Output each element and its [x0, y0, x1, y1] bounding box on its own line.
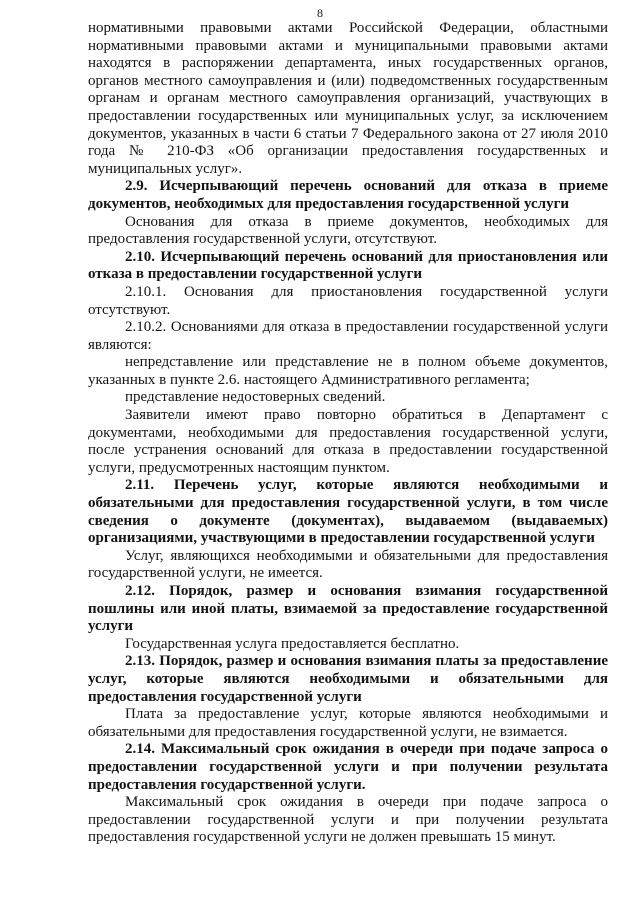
page-number: 8	[317, 6, 323, 20]
section-heading-2-12: 2.12. Порядок, размер и основания взимания государственной пошлины или иной платы, взимаемой за предоставление государственной услуги	[88, 583, 608, 635]
paragraph-2-9-body: Основания для отказа в приеме документов, необходимых для предоставления государственной услуги, отсутствуют.	[88, 213, 608, 248]
paragraph-refusal-reason-false-info: представление недостоверных сведений.	[125, 389, 386, 406]
paragraph-2-12-body: Государственная услуга предоставляется бесплатно.	[125, 635, 460, 652]
paragraph-legal-acts-continuation: нормативными правовыми актами Российской Федерации, областными нормативными правовыми актами и муниципальными правовыми актами находятся в распоряжении департамента, иных государственных органов, органов местного самоуправления и (или) подведомственных государственным органам и органам местного самоуправления организаций, участвующих в предоставлении государственных или муниципальных услуг, за исключением документов, указанных в части 6 статьи 7 Федерального закона от 27 июля 2010 года № 210-ФЗ «Об организации предоставления государственных и муниципальных услуг».	[88, 20, 608, 177]
paragraph-2-11-body: Услуг, являющихся необходимыми и обязательными для предоставления государственной услуги, не имеется.	[88, 547, 608, 582]
document-body	[88, 20, 608, 847]
section-heading-2-13: 2.13. Порядок, размер и основания взимания платы за предоставление услуг, которые являются необходимыми и обязательными для предоставления государственной услуги	[88, 653, 608, 705]
paragraph-2-13-body: Плата за предоставление услуг, которые являются необходимыми и обязательными для предоставления государственной услуги, не взимается.	[88, 706, 608, 740]
section-heading-2-9: 2.9. Исчерпывающий перечень оснований для отказа в приеме документов, необходимых для предоставления государственной услуги	[88, 178, 608, 212]
section-heading-2-10: 2.10. Исчерпывающий перечень оснований для приостановления или отказа в предоставлении государственной услуги	[88, 248, 608, 283]
paragraph-2-10-1: 2.10.1. Основания для приостановления государственной услуги отсутствуют.	[88, 283, 608, 318]
section-heading-2-14: 2.14. Максимальный срок ожидания в очереди при подаче запроса о предоставлении государственной услуги и при получении результата предоставления государственной услуги.	[88, 741, 608, 793]
paragraph-reapply-right: Заявители имеют право повторно обратиться в Департамент с документами, необходимыми для предоставления государственной услуги, после устранения оснований для отказа в предоставлении государственной услуги, предусмотренных настоящим пунктом.	[88, 407, 608, 476]
paragraph-2-10-2: 2.10.2. Основаниями для отказа в предоставлении государственной услуги являются:	[88, 319, 608, 353]
section-heading-2-11: 2.11. Перечень услуг, которые являются необходимыми и обязательными для предоставления государственной услуги, в том числе сведения о документе (документах), выдаваемом (выдаваемых) организациями, участвующими в предоставлении государственной услуги	[88, 477, 608, 547]
paragraph-refusal-reason-documents: непредставление или представление не в полном объеме документов, указанных в пункте 2.6. настоящего Административного регламента;	[88, 354, 608, 388]
paragraph-2-14-body: Максимальный срок ожидания в очереди при подаче запроса о предоставлении государственной услуги и при получении результата предоставления государственной услуги не должен превышать 15 минут.	[88, 794, 608, 846]
